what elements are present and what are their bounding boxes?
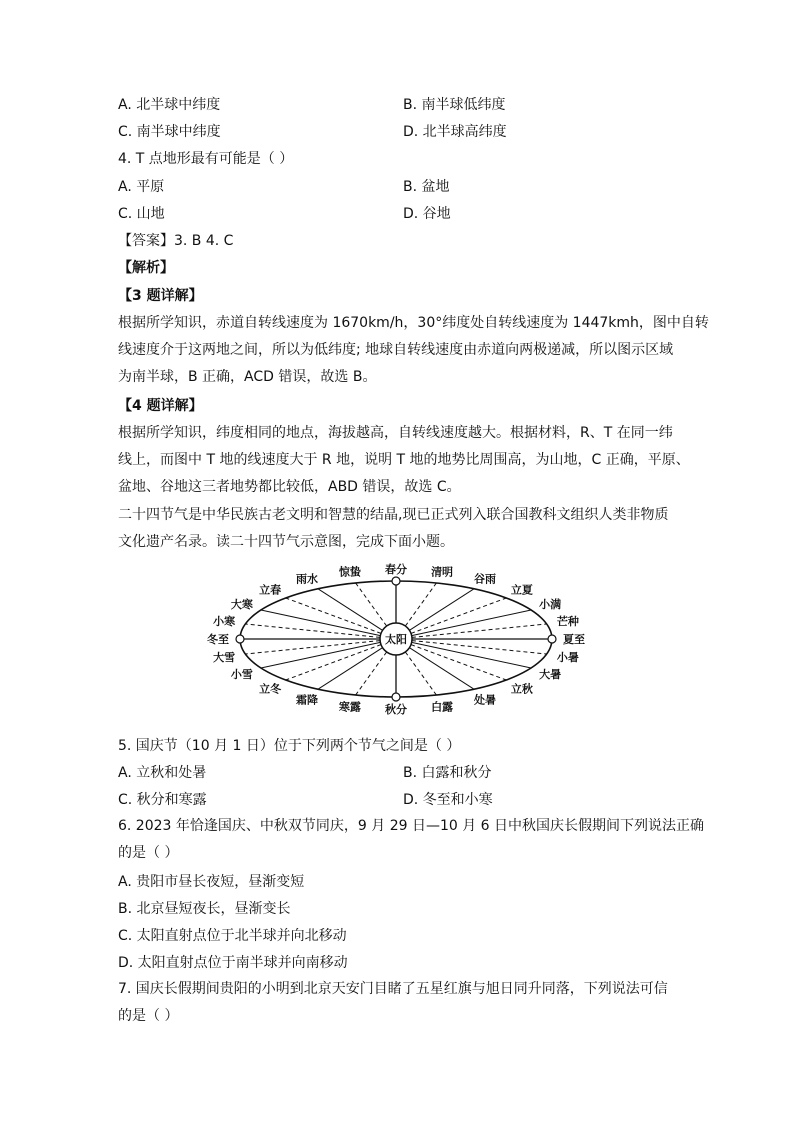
- term-point: [392, 693, 400, 701]
- term-label: 小暑: [556, 651, 579, 665]
- q7-stem: [118, 976, 678, 1030]
- detail4-line: 线上，而图中 T 地的线速度大于 R 地，说明 T 地的地势比周围高，为山地，C 正确，平原、: [118, 452, 690, 468]
- q4-option-c: C. 山地: [118, 206, 165, 222]
- q4-option-d: D. 谷地: [403, 206, 451, 222]
- term-label: 夏至: [563, 633, 585, 646]
- q6-option-c: C. 太阳直射点位于北半球并向北移动: [118, 928, 347, 944]
- term-point: [548, 635, 556, 643]
- term-label: 大暑: [539, 668, 562, 681]
- term-label: 霜降: [296, 693, 318, 707]
- term-label: 冬至: [207, 633, 229, 646]
- term-label: 处暑: [474, 693, 496, 707]
- detail3-paragraph: [118, 310, 709, 391]
- q7-stem-line: 7. 国庆长假期间贵阳的小明到北京天安门目睹了五星红旗与旭日同升同落，下列说法可信: [118, 981, 668, 997]
- term-label: 小雪: [230, 668, 253, 681]
- term-label: 小寒: [213, 614, 236, 628]
- term-label: 清明: [431, 565, 454, 579]
- term-label: 大雪: [213, 651, 236, 665]
- term-label: 立秋: [510, 682, 533, 696]
- intro-line: 文化遗产名录。读二十四节气示意图，完成下面小题。: [118, 534, 454, 550]
- detail4-line: 盆地、谷地这三者地势都比较低，ABD 错误，故选 C。: [118, 479, 461, 495]
- term-point: [392, 577, 400, 585]
- term-ray: [405, 583, 436, 626]
- term-point: [236, 635, 244, 643]
- solar-terms-diagram: [207, 560, 585, 726]
- term-ray: [411, 598, 506, 633]
- detail3-line: 为南半球，B 正确，ACD 错误，故选 B。: [118, 369, 377, 385]
- detail3-heading: 【3 题详解】: [118, 288, 203, 304]
- intro-line: 二十四节气是中华民族古老文明和智慧的结晶,现已正式列入联合国教科文组织人类非物质: [118, 507, 669, 523]
- q3-option-c: C. 南半球中纬度: [118, 124, 221, 140]
- term-ray: [405, 652, 436, 695]
- term-label: 雨水: [296, 572, 318, 586]
- detail4-paragraph: [118, 420, 690, 501]
- term-label: 立春: [259, 583, 282, 597]
- q4-option-a: A. 平原: [118, 179, 165, 195]
- term-label: 芒种: [556, 614, 579, 628]
- q6-option-d: D. 太阳直射点位于南半球并向南移动: [118, 955, 348, 971]
- q4-option-b: B. 盆地: [403, 179, 450, 195]
- q5-option-c: C. 秋分和寒露: [118, 792, 207, 808]
- q5-stem: 5. 国庆节（10 月 1 日）位于下列两个节气之间是（ ）: [118, 738, 461, 754]
- detail3-line: 线速度介于这两地之间，所以为低纬度; 地球自转线速度由赤道向两极递减，所以图示区域: [118, 342, 674, 358]
- q6-stem: [118, 813, 705, 867]
- intro-paragraph: [118, 502, 678, 556]
- detail4-line: 根据所学知识，纬度相同的地点，海拔越高，自转线速度越大。根据材料，R、T 在同一纬: [118, 425, 673, 441]
- q5-option-a: A. 立秋和处暑: [118, 765, 207, 781]
- term-label: 大寒: [230, 598, 253, 611]
- term-ray: [286, 598, 381, 633]
- q6-option-a: A. 贵阳市昼长夜短，昼渐变短: [118, 874, 305, 890]
- q7-stem-line: 的是（ ）: [118, 1008, 179, 1024]
- term-label: 惊蛰: [338, 565, 361, 579]
- term-ray: [356, 652, 387, 695]
- term-ray: [356, 583, 387, 626]
- detail4-heading: 【4 题详解】: [118, 398, 203, 414]
- term-label: 寒露: [338, 700, 361, 714]
- q4-stem: 4. T 点地形最有可能是（ ）: [118, 151, 294, 167]
- term-ray: [411, 645, 506, 680]
- term-label: 谷雨: [474, 572, 496, 586]
- answer-line: 【答案】3. B 4. C: [118, 233, 234, 249]
- q3-option-b: B. 南半球低纬度: [403, 97, 506, 113]
- q5-option-b: B. 白露和秋分: [403, 765, 492, 781]
- q6-stem-line: 的是（ ）: [118, 845, 179, 861]
- term-ray: [286, 645, 381, 680]
- term-label: 小满: [539, 598, 562, 611]
- term-label: 秋分: [385, 703, 407, 716]
- detail3-line: 根据所学知识，赤道自转线速度为 1670km/h，30°纬度处自转线速度为 1447kmh，图中自转: [118, 315, 709, 331]
- q3-option-a: A. 北半球中纬度: [118, 97, 221, 113]
- q6-option-b: B. 北京昼短夜长，昼渐变长: [118, 901, 291, 917]
- term-label: 立夏: [510, 583, 533, 597]
- analysis-heading: 【解析】: [118, 260, 174, 276]
- term-label: 立冬: [259, 682, 282, 696]
- q6-stem-line: 6. 2023 年恰逢国庆、中秋双节同庆，9 月 29 日—10 月 6 日中秋国庆长假期间下列说法正确: [118, 818, 705, 834]
- term-label: 春分: [385, 563, 407, 576]
- sun-label: 太阳: [385, 633, 407, 646]
- term-label: 白露: [431, 700, 454, 714]
- q5-option-d: D. 冬至和小寒: [403, 792, 493, 808]
- q3-option-d: D. 北半球高纬度: [403, 124, 507, 140]
